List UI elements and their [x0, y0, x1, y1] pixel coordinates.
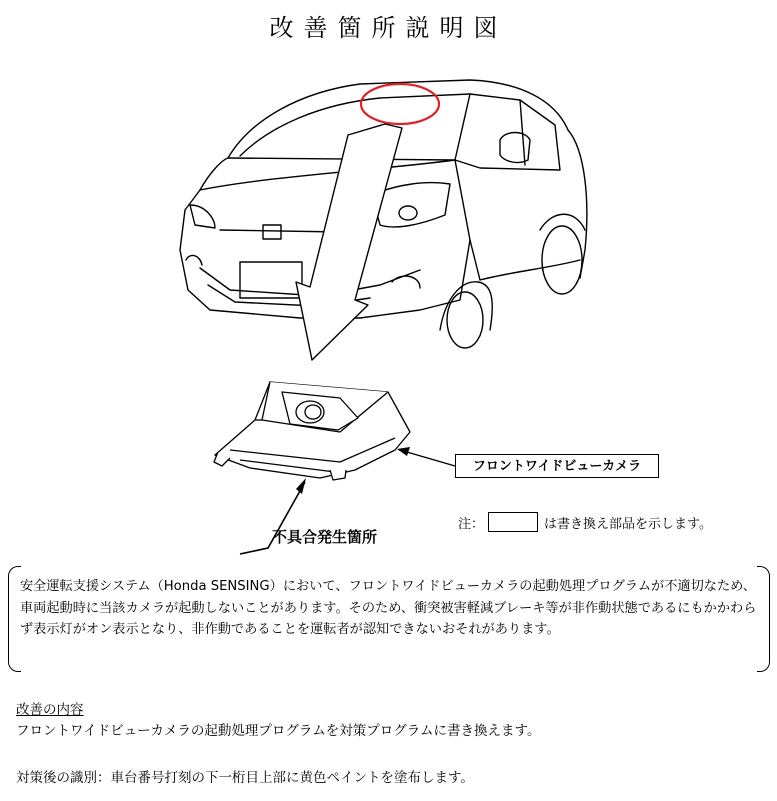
- description-text: 安全運転支援システム（Honda SENSING）において、フロントワイドビューカメラの起動処理プログラムが不適切なため、車両起動時に当該カメラが起動しないことがあります。そのため、衝突被害軽減ブレーキ等が非作動状態であるにもかかわらず表示灯がオン表示となり、非作動であることを運転者が認知できないおそれがあります。: [20, 579, 757, 637]
- defect-location-label: 不具合発生箇所: [272, 528, 378, 546]
- fix-body: フロントワイドビューカメラの起動処理プログラムを対策プログラムに書き換えます。: [16, 723, 541, 739]
- camera-module-drawing: [214, 382, 410, 480]
- camera-label: フロントワイドビューカメラ: [455, 454, 659, 478]
- camera-label-arrow: [400, 450, 455, 466]
- highlight-ellipse: [361, 84, 439, 124]
- bracket-left: [8, 566, 21, 672]
- car-outline: [180, 80, 587, 348]
- bracket-right: [757, 566, 770, 672]
- replacement-part-swatch: [488, 512, 538, 532]
- identification-text: 対策後の識別：車台番号打刻の下一桁目上部に黄色ペイントを塗布します。: [16, 770, 474, 786]
- page-title: 改善箇所説明図: [269, 14, 508, 42]
- note-prefix: 注：: [458, 516, 485, 532]
- fix-heading: 改善の内容: [16, 702, 84, 718]
- description-box: [8, 566, 770, 672]
- note-suffix: は書き換え部品を示します。: [544, 516, 712, 532]
- replacement-note: [458, 512, 712, 532]
